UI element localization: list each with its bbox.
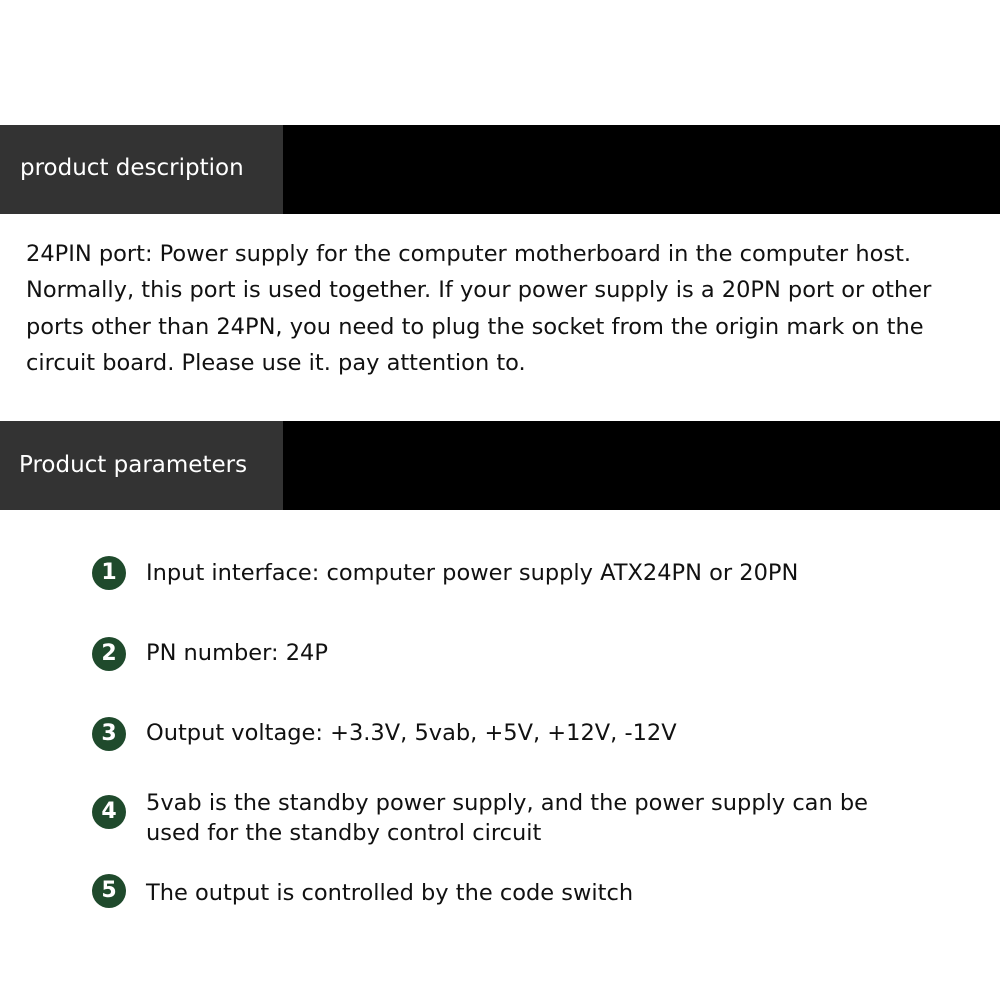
number-three-icon: 3 xyxy=(92,717,126,751)
description-text xyxy=(26,236,998,381)
parameter-text xyxy=(146,638,328,668)
number-one-icon: 1 xyxy=(92,556,126,590)
number-two-icon: 2 xyxy=(92,637,126,671)
parameter-line: 5vab is the standby power supply, and the power supply can be xyxy=(146,790,869,816)
description-header-tab xyxy=(0,125,283,214)
parameter-text xyxy=(146,788,868,848)
description-line: ports other than 24PN, you need to plug the socket from the origin mark on the xyxy=(26,313,924,340)
parameters-heading: Product parameters xyxy=(19,452,248,478)
description-heading: product description xyxy=(20,155,244,181)
parameter-line: used for the standby control circuit xyxy=(146,820,542,846)
number-four-icon: 4 xyxy=(92,795,126,829)
parameter-line: PN number: 24P xyxy=(146,640,328,666)
parameters-header-bar xyxy=(0,421,1000,510)
number-five-icon: 5 xyxy=(92,874,126,908)
parameter-text xyxy=(146,878,633,908)
description-line: circuit board. Please use it. pay attention to. xyxy=(26,349,526,376)
parameter-line: Output voltage: +3.3V, 5vab, +5V, +12V, -12V xyxy=(146,720,677,746)
description-line: Normally, this port is used together. If your power supply is a 20PN port or other xyxy=(26,277,932,304)
parameter-line: Input interface: computer power supply ATX24PN or 20PN xyxy=(146,560,799,586)
parameters-header-tab xyxy=(0,421,283,510)
parameter-text xyxy=(146,558,798,588)
parameter-text xyxy=(146,718,677,748)
description-header-bar xyxy=(0,125,1000,214)
parameter-line: The output is controlled by the code switch xyxy=(146,880,634,906)
description-line: 24PIN port: Power supply for the computer motherboard in the computer host. xyxy=(26,241,912,267)
